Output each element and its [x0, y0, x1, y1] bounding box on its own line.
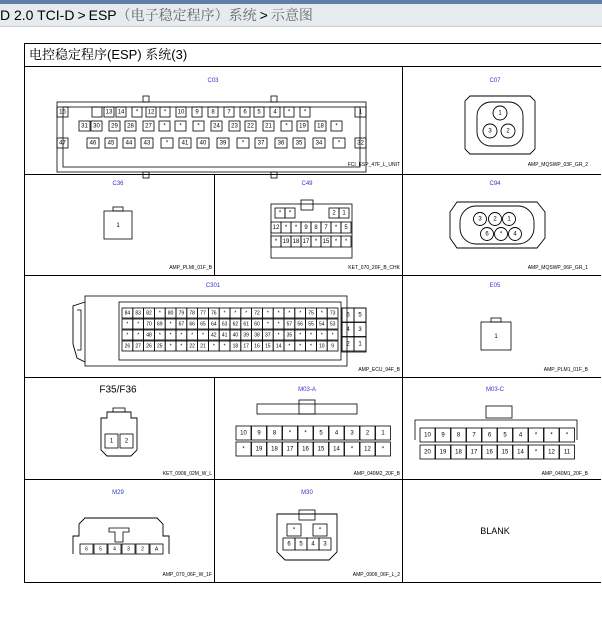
pin-label: 40 [232, 332, 239, 339]
pin-label: 15 [265, 343, 271, 350]
pin-label: 9 [331, 343, 334, 350]
pin-label: 1 [494, 334, 498, 340]
pin-label: 26 [124, 343, 131, 350]
connector-footer: AMP_040M1_20F_B [541, 471, 588, 477]
pin-label: * [381, 446, 385, 453]
breadcrumb-separator: > [259, 7, 268, 23]
pin-label: 7 [227, 109, 231, 116]
pin-label: 25 [157, 343, 163, 350]
pin-label: 8 [456, 432, 461, 439]
connector-footer: AMP_PLM1_01F_B [543, 367, 588, 373]
pin-label: 1 [381, 430, 385, 437]
panel-title: 电控稳定程序(ESP) 系统(3) [25, 44, 601, 67]
pin-label: 4 [311, 541, 315, 548]
pin-label: 38 [254, 332, 260, 339]
pin-label: * [292, 527, 296, 534]
pin-label: 32 [357, 140, 364, 147]
pin-label: A [154, 546, 159, 553]
pin-label: * [158, 332, 161, 339]
pin-label: * [299, 310, 302, 317]
pin-label: * [320, 332, 323, 339]
pin-label: 9 [257, 430, 261, 437]
pin-label: * [344, 239, 348, 245]
pin-label: * [169, 332, 172, 339]
pin-label: 18 [317, 123, 324, 130]
pin-label: * [234, 310, 237, 317]
pin-cell [92, 107, 102, 117]
pin-label: 41 [181, 140, 189, 147]
pin-label: 12 [272, 225, 280, 231]
pin-label: 64 [211, 321, 217, 328]
pin-label: 46 [89, 140, 97, 147]
pin-label: 43 [143, 140, 151, 147]
breadcrumb-item-model[interactable]: D 2.0 TCI-D [0, 7, 75, 23]
pin-label: 8 [272, 430, 277, 437]
pin-label: 12 [147, 109, 155, 116]
pin-label: 15 [501, 449, 509, 456]
connector-latch [301, 200, 313, 210]
pin-label: 5 [99, 546, 102, 553]
pin-label: 29 [111, 123, 118, 130]
pin-label: 3 [127, 546, 130, 553]
pin-label: 6 [85, 546, 88, 553]
pin-label: 12 [364, 446, 371, 453]
pin-label: 4 [113, 546, 116, 553]
pin-label: 28 [127, 123, 134, 130]
pin-label: * [274, 239, 278, 245]
connector-latch [271, 172, 277, 178]
pin-label: 16 [254, 343, 260, 350]
pin-label: * [242, 446, 245, 453]
pin-label: 6 [346, 312, 350, 319]
pin-label: * [303, 109, 307, 116]
pin-label: 63 [221, 321, 228, 328]
pin-label: 83 [135, 310, 141, 317]
pin-label: * [137, 332, 140, 339]
pin-label: 57 [286, 321, 293, 328]
pin-label: 47 [59, 140, 66, 147]
pin-label: 2 [365, 430, 370, 437]
pin-label: * [285, 123, 288, 130]
connector-footer: AMP_MQSWP_06F_GR_1 [527, 265, 588, 271]
pin-label: * [266, 321, 269, 328]
pin-label: 3 [478, 216, 482, 223]
pin-label: * [334, 239, 338, 245]
connector-c07-face [477, 102, 523, 146]
pin-label: 16 [486, 449, 493, 456]
pin-label: 65 [200, 321, 206, 328]
pin-label: * [288, 210, 292, 217]
pin-label: 15 [59, 109, 66, 116]
pin-label: * [277, 332, 280, 339]
pin-label: 7 [324, 225, 328, 231]
pin-label: * [334, 225, 338, 231]
connector-footer: KET_070_20F_B_CHK [348, 265, 400, 271]
pin-label: 10 [240, 430, 247, 437]
pin-label: * [191, 332, 194, 339]
pin-label: 24 [213, 123, 220, 130]
breadcrumb-separator: > [77, 7, 86, 23]
pin-label: 6 [243, 109, 247, 116]
pin-label: * [163, 109, 167, 116]
pin-label: 16 [302, 446, 309, 453]
pin-label: * [287, 109, 291, 116]
pin-label: 80 [167, 310, 174, 317]
pin-label: 1 [358, 109, 363, 116]
pin-label: 13 [105, 109, 113, 116]
connector-latch [491, 318, 501, 322]
pin-label: 55 [308, 321, 314, 328]
pin-label: * [245, 310, 248, 317]
pin-label: * [277, 310, 280, 317]
connector-name: C94 [489, 181, 501, 187]
pin-label: 4 [346, 327, 350, 333]
pin-label: 6 [287, 541, 291, 548]
pin-label: * [534, 432, 538, 439]
pin-label: 1 [507, 216, 511, 223]
blank-label: BLANK [480, 526, 510, 536]
connector-m03c-frame [415, 420, 577, 440]
connector-footer: KET_090II_02M_W_L [162, 471, 212, 477]
pin-label: 8 [211, 109, 215, 116]
pin-label: * [284, 225, 288, 231]
pin-label: 12 [548, 449, 555, 456]
pin-label: * [320, 310, 323, 317]
pin-label: 17 [286, 446, 294, 453]
pin-label: 4 [518, 432, 523, 439]
connector-latch [299, 400, 315, 414]
pin-label: 54 [319, 321, 325, 328]
pin-label: 18 [455, 449, 462, 456]
pin-label: 3 [358, 327, 362, 333]
pin-label: 70 [146, 321, 152, 328]
pin-label: 75 [308, 310, 314, 317]
connector-c03-frame [63, 107, 360, 167]
pin-label: 21 [265, 123, 272, 130]
pin-label: 11 [563, 449, 571, 456]
connector-name: M30 [301, 490, 313, 496]
connector-name: C07 [489, 78, 501, 84]
connector-footer: FCI_ESP_47F_L_UNIT [347, 162, 400, 168]
pin-label: * [499, 231, 503, 238]
connector-footer: AMP_PLMI_01F_B [169, 265, 212, 271]
pin-label: * [318, 527, 322, 534]
pin-label: 15 [317, 446, 325, 453]
pin-label: 41 [221, 332, 228, 339]
pin-label: 3 [323, 541, 327, 548]
pin-label: 78 [189, 310, 195, 317]
pin-label: 5 [299, 541, 303, 548]
connector-name: M29 [112, 490, 124, 496]
pin-label: * [212, 343, 215, 350]
pin-label: * [350, 446, 354, 453]
pin-label: 10 [177, 109, 185, 116]
pin-label: 9 [441, 432, 445, 439]
connector-m30-body [277, 514, 337, 560]
connector-diagrams [25, 44, 601, 582]
connector-latch [109, 528, 129, 542]
connector-name: C49 [301, 181, 313, 187]
pin-label: 42 [211, 332, 217, 339]
connector-c301-body [85, 296, 347, 366]
breadcrumb-item-esp-desc[interactable]: （电子稳定程序）系统 [116, 7, 257, 23]
pin-label: * [277, 321, 280, 328]
connector-footer: AMP_090II_06F_L_2 [352, 572, 400, 578]
connector-latch [271, 96, 277, 102]
pin-label: 39 [243, 332, 249, 339]
pin-label: 4 [334, 430, 339, 437]
pin-label: * [223, 310, 226, 317]
pin-label: 37 [257, 140, 265, 147]
pin-label: 17 [302, 239, 310, 245]
pin-label: 1 [342, 210, 346, 217]
pin-label: 14 [517, 449, 524, 456]
pin-label: * [135, 109, 139, 116]
pin-label: 5 [257, 109, 261, 116]
pin-label: * [137, 321, 140, 328]
pin-label: * [180, 332, 183, 339]
breadcrumb [0, 4, 602, 27]
pin-label: 23 [231, 123, 238, 130]
pin-label: 2 [493, 216, 497, 223]
pin-label: 27 [135, 343, 141, 350]
pin-label: * [310, 332, 312, 339]
pin-label: * [310, 343, 312, 350]
connector-latch [143, 96, 149, 102]
connector-name: E05 [489, 283, 501, 289]
connector-name: C301 [205, 283, 221, 289]
pin-label: * [314, 239, 318, 245]
pin-label: * [169, 343, 172, 350]
connector-m03a-top [257, 404, 357, 414]
connector-name: C36 [112, 181, 124, 187]
pin-label: 79 [178, 310, 185, 317]
pin-label: * [335, 123, 338, 130]
pin-label: 73 [329, 310, 336, 317]
pin-label: 3 [350, 430, 354, 437]
pin-label: 61 [243, 321, 249, 328]
pin-label: * [288, 430, 292, 437]
pin-label: 2 [141, 546, 144, 553]
pin-label: * [126, 332, 129, 339]
pin-label: 1 [498, 110, 502, 117]
pin-label: 62 [232, 321, 239, 328]
pin-label: * [180, 343, 183, 350]
pin-label: 1 [358, 341, 362, 348]
pin-label: 22 [247, 123, 254, 130]
connector-latch [299, 510, 315, 520]
pin-label: 14 [117, 109, 125, 116]
pin-label: 53 [329, 321, 336, 328]
pin-label: 6 [487, 432, 492, 439]
pin-label: 48 [146, 332, 152, 339]
pin-label: 8 [314, 225, 318, 231]
pin-label: 1 [109, 438, 114, 445]
pin-label: 19 [299, 123, 306, 130]
pin-label: * [550, 432, 553, 439]
pin-label: 6 [485, 231, 489, 238]
pin-label: 5 [319, 430, 323, 437]
pin-label: 14 [275, 343, 282, 350]
pin-label: 26 [146, 343, 152, 350]
pin-label: * [288, 343, 291, 350]
pin-label: 84 [124, 310, 131, 317]
pin-label: * [266, 310, 269, 317]
pin-label: 27 [145, 123, 152, 130]
pin-label: * [337, 140, 341, 147]
pin-label: * [331, 332, 334, 339]
pin-label: * [169, 321, 172, 328]
pin-label: 18 [271, 446, 278, 453]
pin-label: 44 [125, 140, 133, 147]
pin-label: * [202, 332, 204, 339]
pin-label: 18 [232, 343, 239, 350]
pin-label: 10 [319, 343, 325, 350]
pin-label: 3 [488, 128, 492, 135]
pin-label: * [304, 430, 307, 437]
pin-label: 20 [424, 449, 431, 456]
pin-label: 77 [200, 310, 206, 317]
pin-label: 30 [93, 123, 100, 130]
pin-label: 7 [472, 432, 476, 439]
pin-label: 4 [513, 231, 517, 238]
connector-c07-body [465, 96, 535, 154]
pin-label: 17 [243, 343, 249, 350]
pin-label: 56 [297, 321, 303, 328]
connector-c301-latch [77, 310, 81, 350]
pin-label: * [223, 343, 226, 350]
pin-label: 40 [199, 140, 207, 147]
connector-c301-latch [73, 302, 85, 362]
pin-label: 21 [200, 343, 206, 350]
pin-label: * [126, 321, 129, 328]
pin-label: * [294, 225, 298, 231]
pin-label: 39 [219, 140, 227, 147]
pin-label: 10 [424, 432, 431, 439]
pin-label: 19 [255, 446, 263, 453]
pin-label: 72 [254, 310, 260, 317]
pin-label: 9 [195, 109, 199, 116]
pin-label: 82 [146, 310, 152, 317]
pin-label: 5 [503, 432, 507, 439]
pin-label: 2 [346, 341, 350, 348]
pin-label: 2 [506, 128, 510, 135]
pin-label: 9 [304, 225, 308, 231]
connector-c49-body [271, 204, 352, 258]
connector-latch [486, 406, 512, 418]
connector-footer: AMP_040M2_20F_B [353, 471, 400, 477]
pin-label: * [197, 123, 200, 130]
pin-label: 76 [211, 310, 217, 317]
connector-name: C03 [207, 78, 219, 84]
connector-latch [143, 172, 149, 178]
pin-label: * [288, 310, 291, 317]
pin-label: 5 [344, 225, 348, 231]
pin-label: 36 [277, 140, 285, 147]
connector-name: F35/F36 [99, 384, 137, 396]
pin-label: * [299, 343, 302, 350]
pin-label: 45 [107, 140, 115, 147]
pin-label: 1 [116, 223, 120, 229]
pin-label: * [299, 332, 302, 339]
connector-latch [113, 207, 123, 211]
pin-label: 69 [157, 321, 163, 328]
pin-label: 34 [315, 140, 323, 147]
pin-label: * [165, 140, 169, 147]
connector-latch [113, 408, 125, 412]
connector-name: M03-C [485, 387, 505, 393]
pin-label: 17 [470, 449, 478, 456]
pin-label: 35 [295, 140, 303, 147]
pin-label: 4 [273, 109, 277, 116]
pin-label: * [534, 449, 538, 456]
pin-label: 2 [124, 438, 129, 445]
pin-label: * [278, 210, 282, 217]
pin-label: * [565, 432, 569, 439]
pin-label: 2 [332, 210, 336, 217]
pin-label: 60 [254, 321, 260, 328]
pin-label: 66 [189, 321, 195, 328]
pin-label: 18 [292, 239, 300, 245]
pin-label: 14 [333, 446, 340, 453]
pin-label: 31 [81, 123, 88, 130]
connector-footer: AMP_MQSWP_03F_GR_2 [527, 162, 588, 168]
connector-name: M03-A [298, 387, 316, 393]
pin-label: 22 [189, 343, 195, 350]
pin-label: 15 [322, 239, 330, 245]
pin-label: 67 [178, 321, 185, 328]
pin-label: 19 [282, 239, 290, 245]
pin-label: * [158, 310, 161, 317]
breadcrumb-item-schematic: 示意图 [270, 7, 313, 23]
breadcrumb-item-esp[interactable]: ESP [88, 7, 117, 23]
pin-label: 5 [358, 312, 362, 319]
pin-label: 37 [265, 332, 271, 339]
connector-footer: AMP_070_06F_W_1F [162, 572, 212, 578]
connector-footer: AMP_ECU_94F_B [358, 367, 400, 373]
pin-label: 35 [286, 332, 293, 339]
pin-label: * [179, 123, 182, 130]
pin-label: * [241, 140, 245, 147]
pin-label: 19 [439, 449, 447, 456]
connector-panel [24, 43, 601, 583]
pin-label: * [163, 123, 166, 130]
